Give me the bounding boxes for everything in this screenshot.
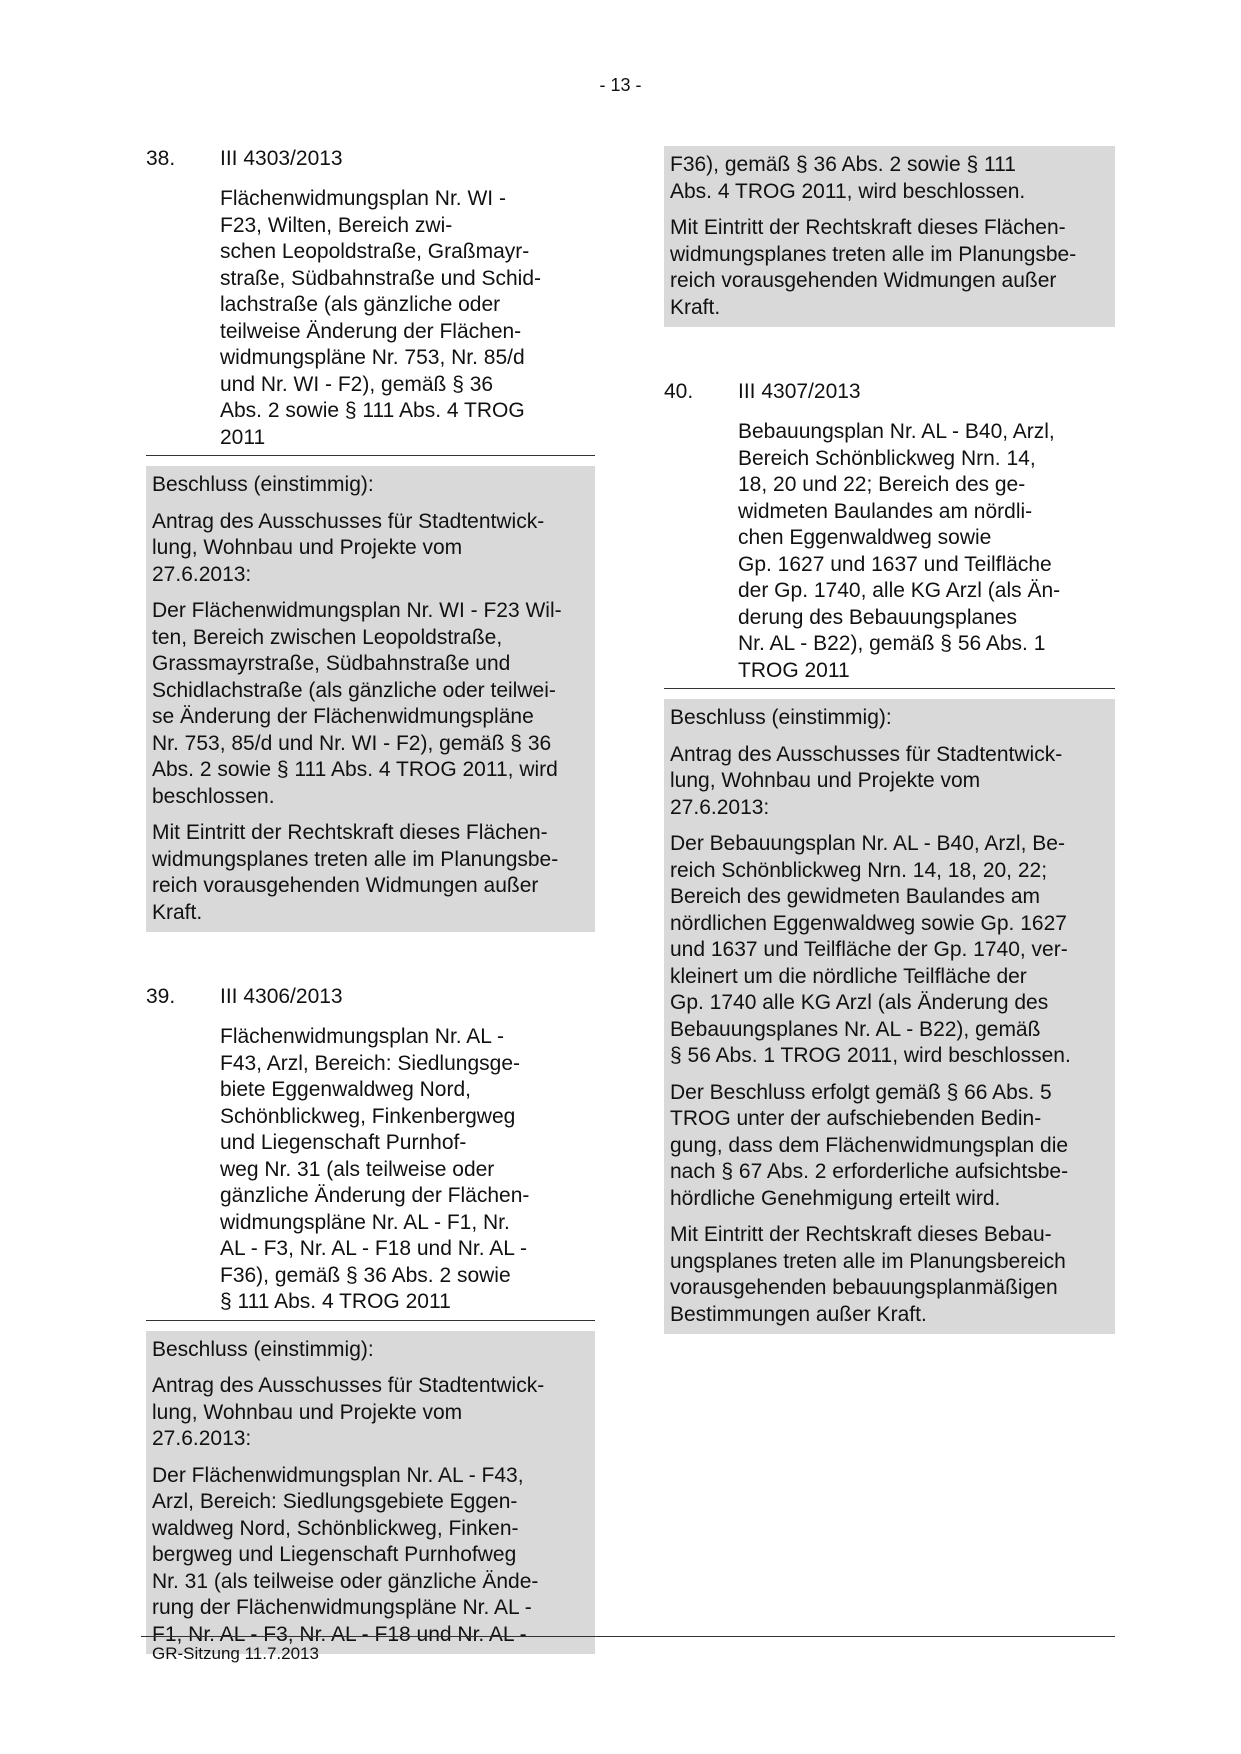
item-header <box>146 146 595 186</box>
text-line: nach § 67 Abs. 2 erforderliche aufsichtsbe- <box>670 1160 1069 1183</box>
footer-session: GR-Sitzung 11.7.2013 <box>152 1644 319 1663</box>
text-line: Schidlachstraße (als gänzliche oder teilwei- <box>152 678 556 702</box>
decision-label: Beschluss (einstimmig): <box>670 706 892 729</box>
text-line: Der Beschluss erfolgt gemäß § 66 Abs. 5 <box>670 1080 1052 1104</box>
text-line: chen Eggenwaldweg sowie <box>738 526 992 549</box>
text-line: Flächenwidmungsplan Nr. WI - <box>220 187 506 210</box>
text-line: teilweise Änderung der Flächen- <box>220 319 522 343</box>
text-line: Flächenwidmungsplan Nr. AL - <box>220 1025 505 1048</box>
text-line: Kraft. <box>670 295 721 319</box>
item-header <box>146 984 595 1024</box>
agenda-item-38 <box>146 146 595 932</box>
text-line: Bebauungsplanes Nr. AL - B22), gemäß <box>670 1017 1041 1041</box>
text-line: der Gp. 1740, alle KG Arzl (als Än- <box>738 579 1061 602</box>
item-title <box>738 419 1115 684</box>
text-line: Arzl, Bereich: Siedlungsgebiete Eggen- <box>152 1490 518 1513</box>
decision-box-continued <box>664 146 1115 327</box>
text-line: F23, Wilten, Bereich zwi- <box>220 213 453 237</box>
condition-paragraph <box>670 1080 1111 1213</box>
effect-paragraph <box>152 820 591 926</box>
text-line: 2011 <box>220 425 266 449</box>
right-column <box>664 146 1115 1334</box>
motion-paragraph <box>670 742 1111 822</box>
text-line: rung der Flächenwidmungspläne Nr. AL - <box>152 1596 532 1619</box>
item-reference: III 4307/2013 <box>738 380 861 403</box>
text-line: widmungsplanes treten alle im Planungsbe- <box>670 242 1077 266</box>
text-line: reich Schönblickweg Nrn. 14, 18, 20, 22; <box>670 858 1048 882</box>
text-line: § 111 Abs. 4 TROG 2011 <box>220 1290 451 1313</box>
text-line: reich vorausgehenden Widmungen außer <box>670 269 1057 292</box>
text-line: lung, Wohnbau und Projekte vom <box>670 769 981 792</box>
motion-paragraph <box>152 1373 591 1453</box>
text-line: vorausgehenden bebauungsplanmäßigen <box>670 1276 1058 1299</box>
text-line: Der Flächenwidmungsplan Nr. AL - F43, <box>152 1463 524 1487</box>
item-divider <box>146 455 595 456</box>
text-line: reich vorausgehenden Widmungen außer <box>152 874 539 897</box>
agenda-item-40 <box>664 379 1115 1334</box>
item-reference: III 4306/2013 <box>220 985 343 1008</box>
text-line: nördlichen Eggenwaldweg sowie Gp. 1627 <box>670 911 1067 935</box>
text-line: und Liegenschaft Purnhof- <box>220 1131 467 1154</box>
text-line: waldweg Nord, Schönblickweg, Finken- <box>152 1516 519 1540</box>
text-line: Bebauungsplan Nr. AL - B40, Arzl, <box>738 420 1055 443</box>
footer-divider <box>141 1636 1115 1637</box>
item-number: 38. <box>146 147 176 170</box>
text-line: gänzliche Änderung der Flächen- <box>220 1184 530 1207</box>
text-line: gung, dass dem Flächenwidmungsplan die <box>670 1133 1069 1157</box>
resolution-paragraph <box>670 831 1111 1070</box>
text-line: straße, Südbahnstraße und Schid- <box>220 266 542 290</box>
text-line: Antrag des Ausschusses für Stadtentwick- <box>152 1374 545 1397</box>
left-column <box>146 146 595 1654</box>
item-title <box>220 1024 595 1316</box>
text-line: Nr. 753, 85/d und Nr. WI - F2), gemäß § 36 <box>152 731 552 755</box>
text-line: beschlossen. <box>152 784 275 808</box>
text-line: Antrag des Ausschusses für Stadtentwick- <box>152 509 545 533</box>
text-line: TROG 2011 <box>738 658 850 682</box>
text-line: Kraft. <box>152 900 203 924</box>
text-line: Schönblickweg, Finkenbergweg <box>220 1104 516 1128</box>
text-line: Abs. 2 sowie § 111 Abs. 4 TROG 2011, wird <box>152 758 558 781</box>
resolution-continuation <box>670 152 1111 205</box>
decision-box <box>146 466 595 932</box>
decision-label: Beschluss (einstimmig): <box>152 473 374 496</box>
text-line: und 1637 und Teilfläche der Gp. 1740, ver- <box>670 938 1068 961</box>
item-reference: III 4303/2013 <box>220 147 343 170</box>
text-line: Abs. 2 sowie § 111 Abs. 4 TROG <box>220 399 525 422</box>
decision-label: Beschluss (einstimmig): <box>152 1337 374 1361</box>
text-line: und Nr. WI - F2), gemäß § 36 <box>220 372 494 396</box>
text-line: se Änderung der Flächenwidmungspläne <box>152 705 534 728</box>
page-number: - 13 - <box>599 75 642 95</box>
text-line: lachstraße (als gänzliche oder <box>220 293 501 316</box>
text-line: AL - F3, Nr. AL - F18 und Nr. AL - <box>220 1237 527 1260</box>
text-line: Der Flächenwidmungsplan Nr. WI - F23 Wil- <box>152 599 562 622</box>
text-line: 27.6.2013: <box>152 1427 252 1450</box>
text-line: kleinert um die nördliche Teilfläche der <box>670 964 1027 988</box>
item-title <box>220 186 595 451</box>
text-line: weg Nr. 31 (als teilweise oder <box>220 1157 495 1181</box>
text-line: 18, 20 und 22; Bereich des ge- <box>738 473 1026 496</box>
item-header <box>664 379 1115 419</box>
text-line: widmeten Baulandes am nördli- <box>738 499 1033 523</box>
agenda-item-39 <box>146 984 595 1654</box>
item-divider <box>146 1320 595 1321</box>
text-line: Grassmayrstraße, Südbahnstraße und <box>152 652 511 675</box>
text-line: F36), gemäß § 36 Abs. 2 sowie <box>220 1263 511 1287</box>
text-line: Abs. 4 TROG 2011, wird beschlossen. <box>670 179 1026 203</box>
item-divider <box>664 688 1115 689</box>
text-line: Mit Eintritt der Rechtskraft dieses Flächen- <box>152 821 548 844</box>
text-line: Bereich des gewidmeten Baulandes am <box>670 885 1041 908</box>
resolution-paragraph <box>152 1463 591 1649</box>
text-line: Bereich Schönblickweg Nrn. 14, <box>738 446 1036 470</box>
text-line: Gp. 1740 alle KG Arzl (als Änderung des <box>670 991 1049 1014</box>
text-line: F43, Arzl, Bereich: Siedlungsge- <box>220 1051 520 1075</box>
text-line: Nr. AL - B22), gemäß § 56 Abs. 1 <box>738 632 1046 655</box>
text-line: Mit Eintritt der Rechtskraft dieses Flächen- <box>670 216 1066 239</box>
effect-paragraph <box>670 215 1111 321</box>
text-line: widmungsplanes treten alle im Planungsbe- <box>152 847 559 871</box>
text-line: biete Eggenwaldweg Nord, <box>220 1078 471 1101</box>
text-line: lung, Wohnbau und Projekte vom <box>152 1400 463 1424</box>
text-line: TROG unter der aufschiebenden Bedin- <box>670 1107 1042 1130</box>
text-line: widmungspläne Nr. AL - F1, Nr. <box>220 1210 510 1234</box>
text-line: widmungspläne Nr. 753, Nr. 85/d <box>220 346 525 369</box>
resolution-paragraph <box>152 598 591 810</box>
text-line: Der Bebauungsplan Nr. AL - B40, Arzl, Be- <box>670 832 1065 855</box>
text-line: Bestimmungen außer Kraft. <box>670 1302 927 1326</box>
motion-paragraph <box>152 509 591 589</box>
text-line: 27.6.2013: <box>670 795 770 819</box>
text-line: derung des Bebauungsplanes <box>738 605 1018 629</box>
text-line: Gp. 1627 und 1637 und Teilfläche <box>738 552 1052 576</box>
text-line: § 56 Abs. 1 TROG 2011, wird beschlossen. <box>670 1044 1071 1067</box>
item-number: 40. <box>664 380 694 403</box>
text-line: bergweg und Liegenschaft Purnhofweg <box>152 1543 517 1566</box>
text-line: schen Leopoldstraße, Graßmayr- <box>220 240 530 263</box>
text-line: hördliche Genehmigung erteilt wird. <box>670 1186 1001 1210</box>
text-line: F1, Nr. AL - F3, Nr. AL - F18 und Nr. AL - <box>152 1622 527 1646</box>
decision-box <box>664 699 1115 1334</box>
text-line: 27.6.2013: <box>152 562 252 586</box>
text-line: F36), gemäß § 36 Abs. 2 sowie § 111 <box>670 153 1016 176</box>
text-line: Antrag des Ausschusses für Stadtentwick- <box>670 742 1063 766</box>
effect-paragraph <box>670 1222 1111 1328</box>
item-number: 39. <box>146 985 176 1008</box>
text-line: ungsplanes treten alle im Planungsbereich <box>670 1249 1066 1273</box>
text-line: lung, Wohnbau und Projekte vom <box>152 536 463 559</box>
text-line: ten, Bereich zwischen Leopoldstraße, <box>152 625 503 649</box>
decision-box <box>146 1331 595 1655</box>
text-line: Mit Eintritt der Rechtskraft dieses Bebau- <box>670 1223 1052 1246</box>
text-line: Nr. 31 (als teilweise oder gänzliche Ände- <box>152 1569 539 1593</box>
